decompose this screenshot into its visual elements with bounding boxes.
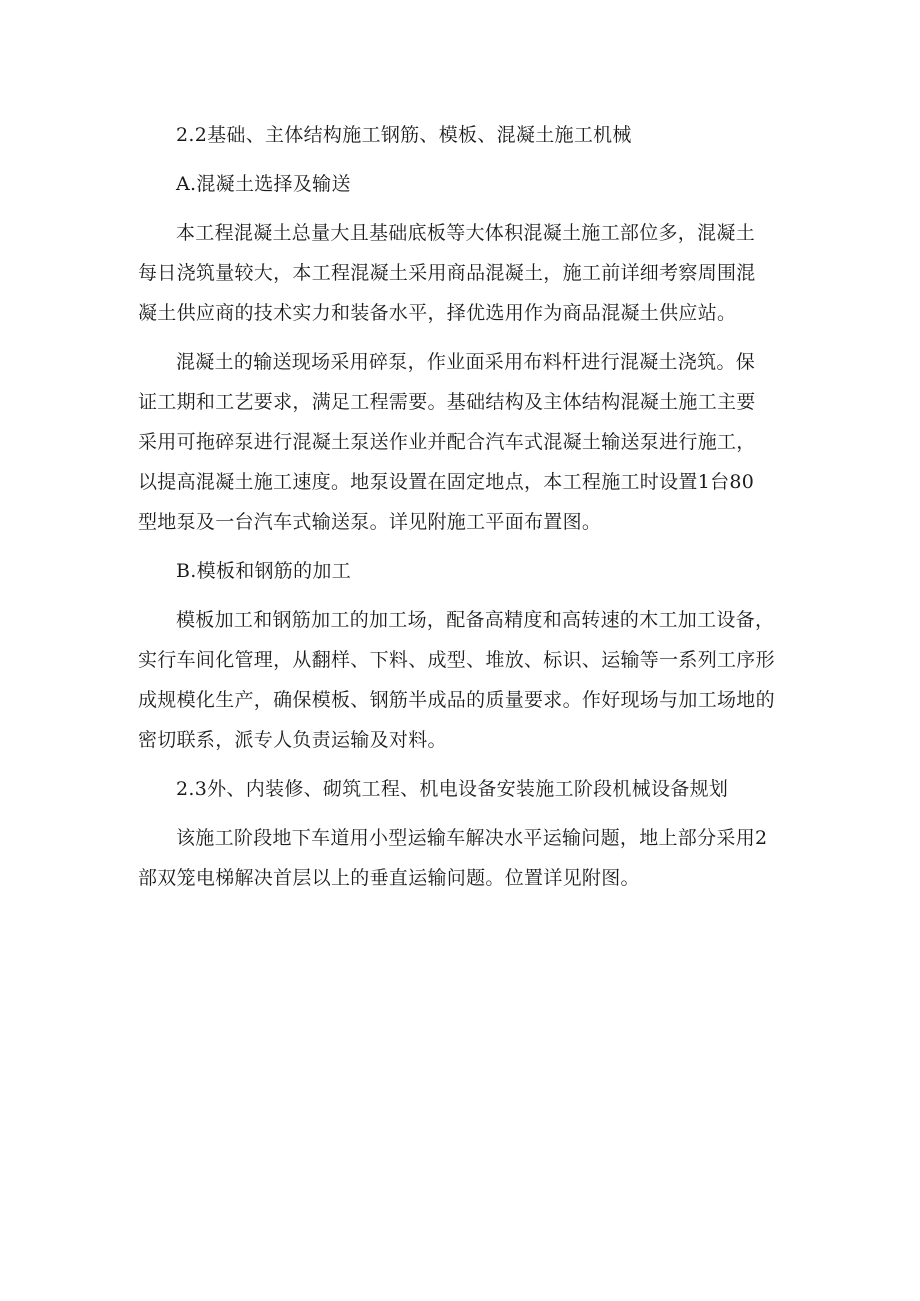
paragraph-line: 证工期和工艺要求，满足工程需要。基础结构及主体结构混凝土施工主要 bbox=[138, 391, 756, 413]
subheading-b: B.模板和钢筋的加工 bbox=[176, 560, 352, 582]
document-body bbox=[138, 115, 788, 898]
paragraph-line: 凝土供应商的技术实力和装备水平，择优选用作为商品混凝土供应站。 bbox=[138, 302, 737, 324]
paragraph-line: 密切联系，派专人负责运输及对料。 bbox=[138, 729, 447, 751]
paragraph-line: 成规模化生产，确保模板、钢筋半成品的质量要求。作好现场与加工场地的 bbox=[138, 689, 775, 711]
paragraph-line: 混凝土的输送现场采用碎泵，作业面采用布料杆进行混凝土浇筑。保 bbox=[176, 351, 756, 373]
section-heading-2-2: 2.2基础、主体结构施工钢筋、模板、混凝土施工机械 bbox=[176, 124, 632, 146]
section-heading-2-3: 2.3外、内装修、砌筑工程、机电设备安装施工阶段机械设备规划 bbox=[176, 778, 729, 800]
subheading-a: A.混凝土选择及输送 bbox=[176, 173, 351, 195]
paragraph-line: 每日浇筑量较大，本工程混凝土采用商品混凝土，施工前详细考察周围混 bbox=[138, 262, 756, 284]
paragraph-line: 部双笼电梯解决首层以上的垂直运输问题。位置详见附图。 bbox=[138, 867, 640, 889]
paragraph-transport bbox=[138, 818, 788, 898]
paragraph-line: 采用可拖碎泵进行混凝土泵送作业并配合汽车式混凝土输送泵进行施工， bbox=[138, 431, 756, 453]
paragraph-formwork-rebar bbox=[138, 600, 788, 760]
paragraph-line: 型地泵及一台汽车式输送泵。详见附施工平面布置图。 bbox=[138, 511, 602, 533]
paragraph-concrete-delivery bbox=[138, 342, 788, 542]
paragraph-line: 模板加工和钢筋加工的加工场，配备高精度和高转速的木工加工设备， bbox=[176, 609, 775, 631]
paragraph-line: 该施工阶段地下车道用小型运输车解决水平运输问题，地上部分采用2 bbox=[176, 827, 768, 849]
paragraph-concrete-supply bbox=[138, 213, 788, 333]
paragraph-line: 本工程混凝土总量大且基础底板等大体积混凝土施工部位多，混凝土 bbox=[176, 222, 756, 244]
paragraph-line: 实行车间化管理，从翻样、下料、成型、堆放、标识、运输等一系列工序形 bbox=[138, 649, 775, 671]
paragraph-line: 以提高混凝土施工速度。地泵设置在固定地点，本工程施工时设置1台80 bbox=[138, 471, 755, 493]
